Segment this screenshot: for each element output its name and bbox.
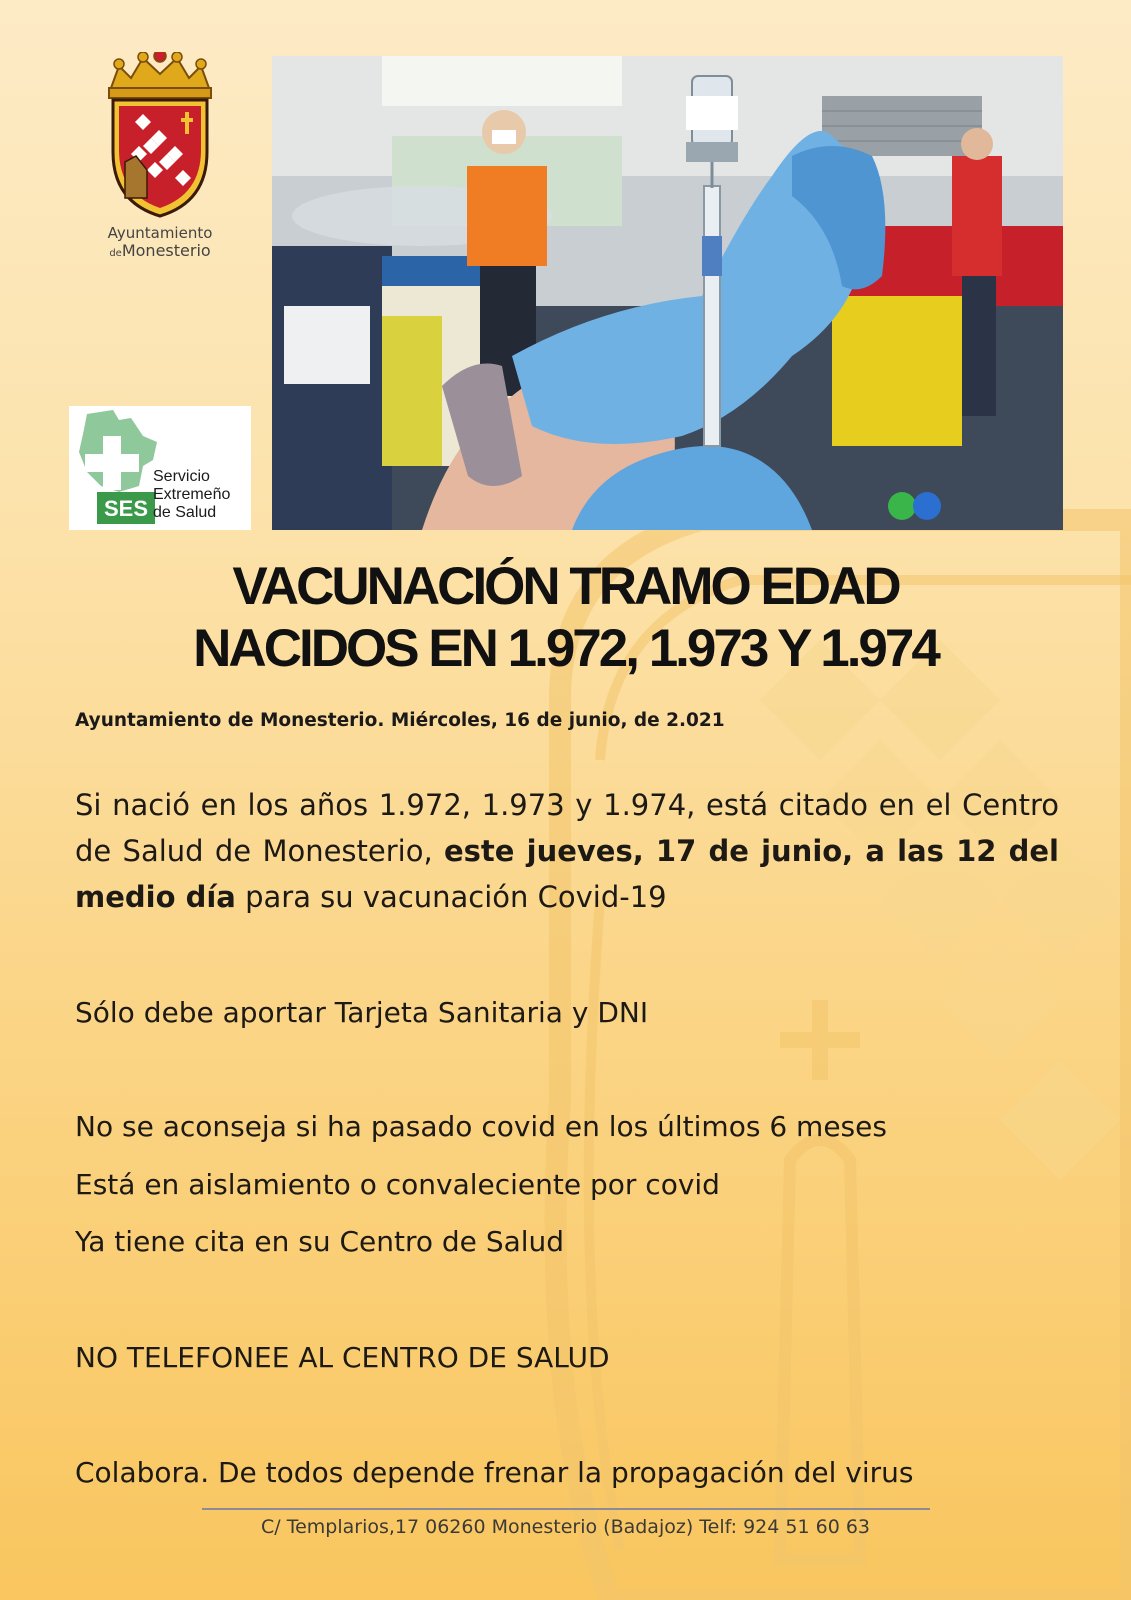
intro-paragraph: Si nació en los años 1.972, 1.973 y 1.974, está citado en el Centro de Salud de Monesterio, este jueves, 17 de junio, a las 12 del medio día para su vacunación Covid-19: [75, 788, 1059, 914]
title-line-1: VACUNACIÓN TRAMO EDAD: [232, 557, 899, 616]
ses-line-1: Servicio: [153, 468, 210, 485]
footer-divider: [202, 1508, 930, 1510]
dateline: Ayuntamiento de Monesterio. Miércoles, 16 de junio, de 2.021: [75, 710, 725, 731]
vaccination-photo: [272, 56, 1063, 530]
warning-text: NO TELEFONEE AL CENTRO DE SALUD: [75, 1341, 610, 1374]
ses-line-3: de Salud: [153, 504, 217, 521]
appointment-time: este jueves, 17 de junio, a las 12 del medio día: [75, 834, 1059, 914]
closing-text: Colabora. De todos depende frenar la propagación del virus: [75, 1456, 914, 1489]
ayuntamiento-label: Ayuntamiento: [107, 224, 213, 242]
ses-logo: [69, 406, 251, 530]
ses-line-2: Extremeño: [153, 486, 231, 503]
ses-acronym: SES: [103, 496, 149, 521]
coat-of-arms-icon: [101, 52, 219, 218]
ayuntamiento-logo: [90, 52, 230, 272]
requirement-text: Sólo debe aportar Tarjeta Sanitaria y DNI: [75, 996, 649, 1029]
municipality-name: deMonesterio: [109, 241, 211, 260]
page-title: [0, 556, 1131, 680]
exclusion-item: Ya tiene cita en su Centro de Salud: [75, 1225, 565, 1258]
exclusion-item: Está en aislamiento o convaleciente por covid: [75, 1168, 720, 1201]
exclusion-item: No se aconseja si ha pasado covid en los últimos 6 meses: [75, 1110, 887, 1143]
footer-address: C/ Templarios,17 06260 Monesterio (Badajoz) Telf: 924 51 60 63: [261, 1516, 870, 1538]
ses-map-icon: [73, 408, 159, 526]
vaccine-photo-illustration: [272, 56, 1063, 530]
title-line-2: NACIDOS EN 1.972, 1.973 Y 1.974: [193, 619, 938, 678]
